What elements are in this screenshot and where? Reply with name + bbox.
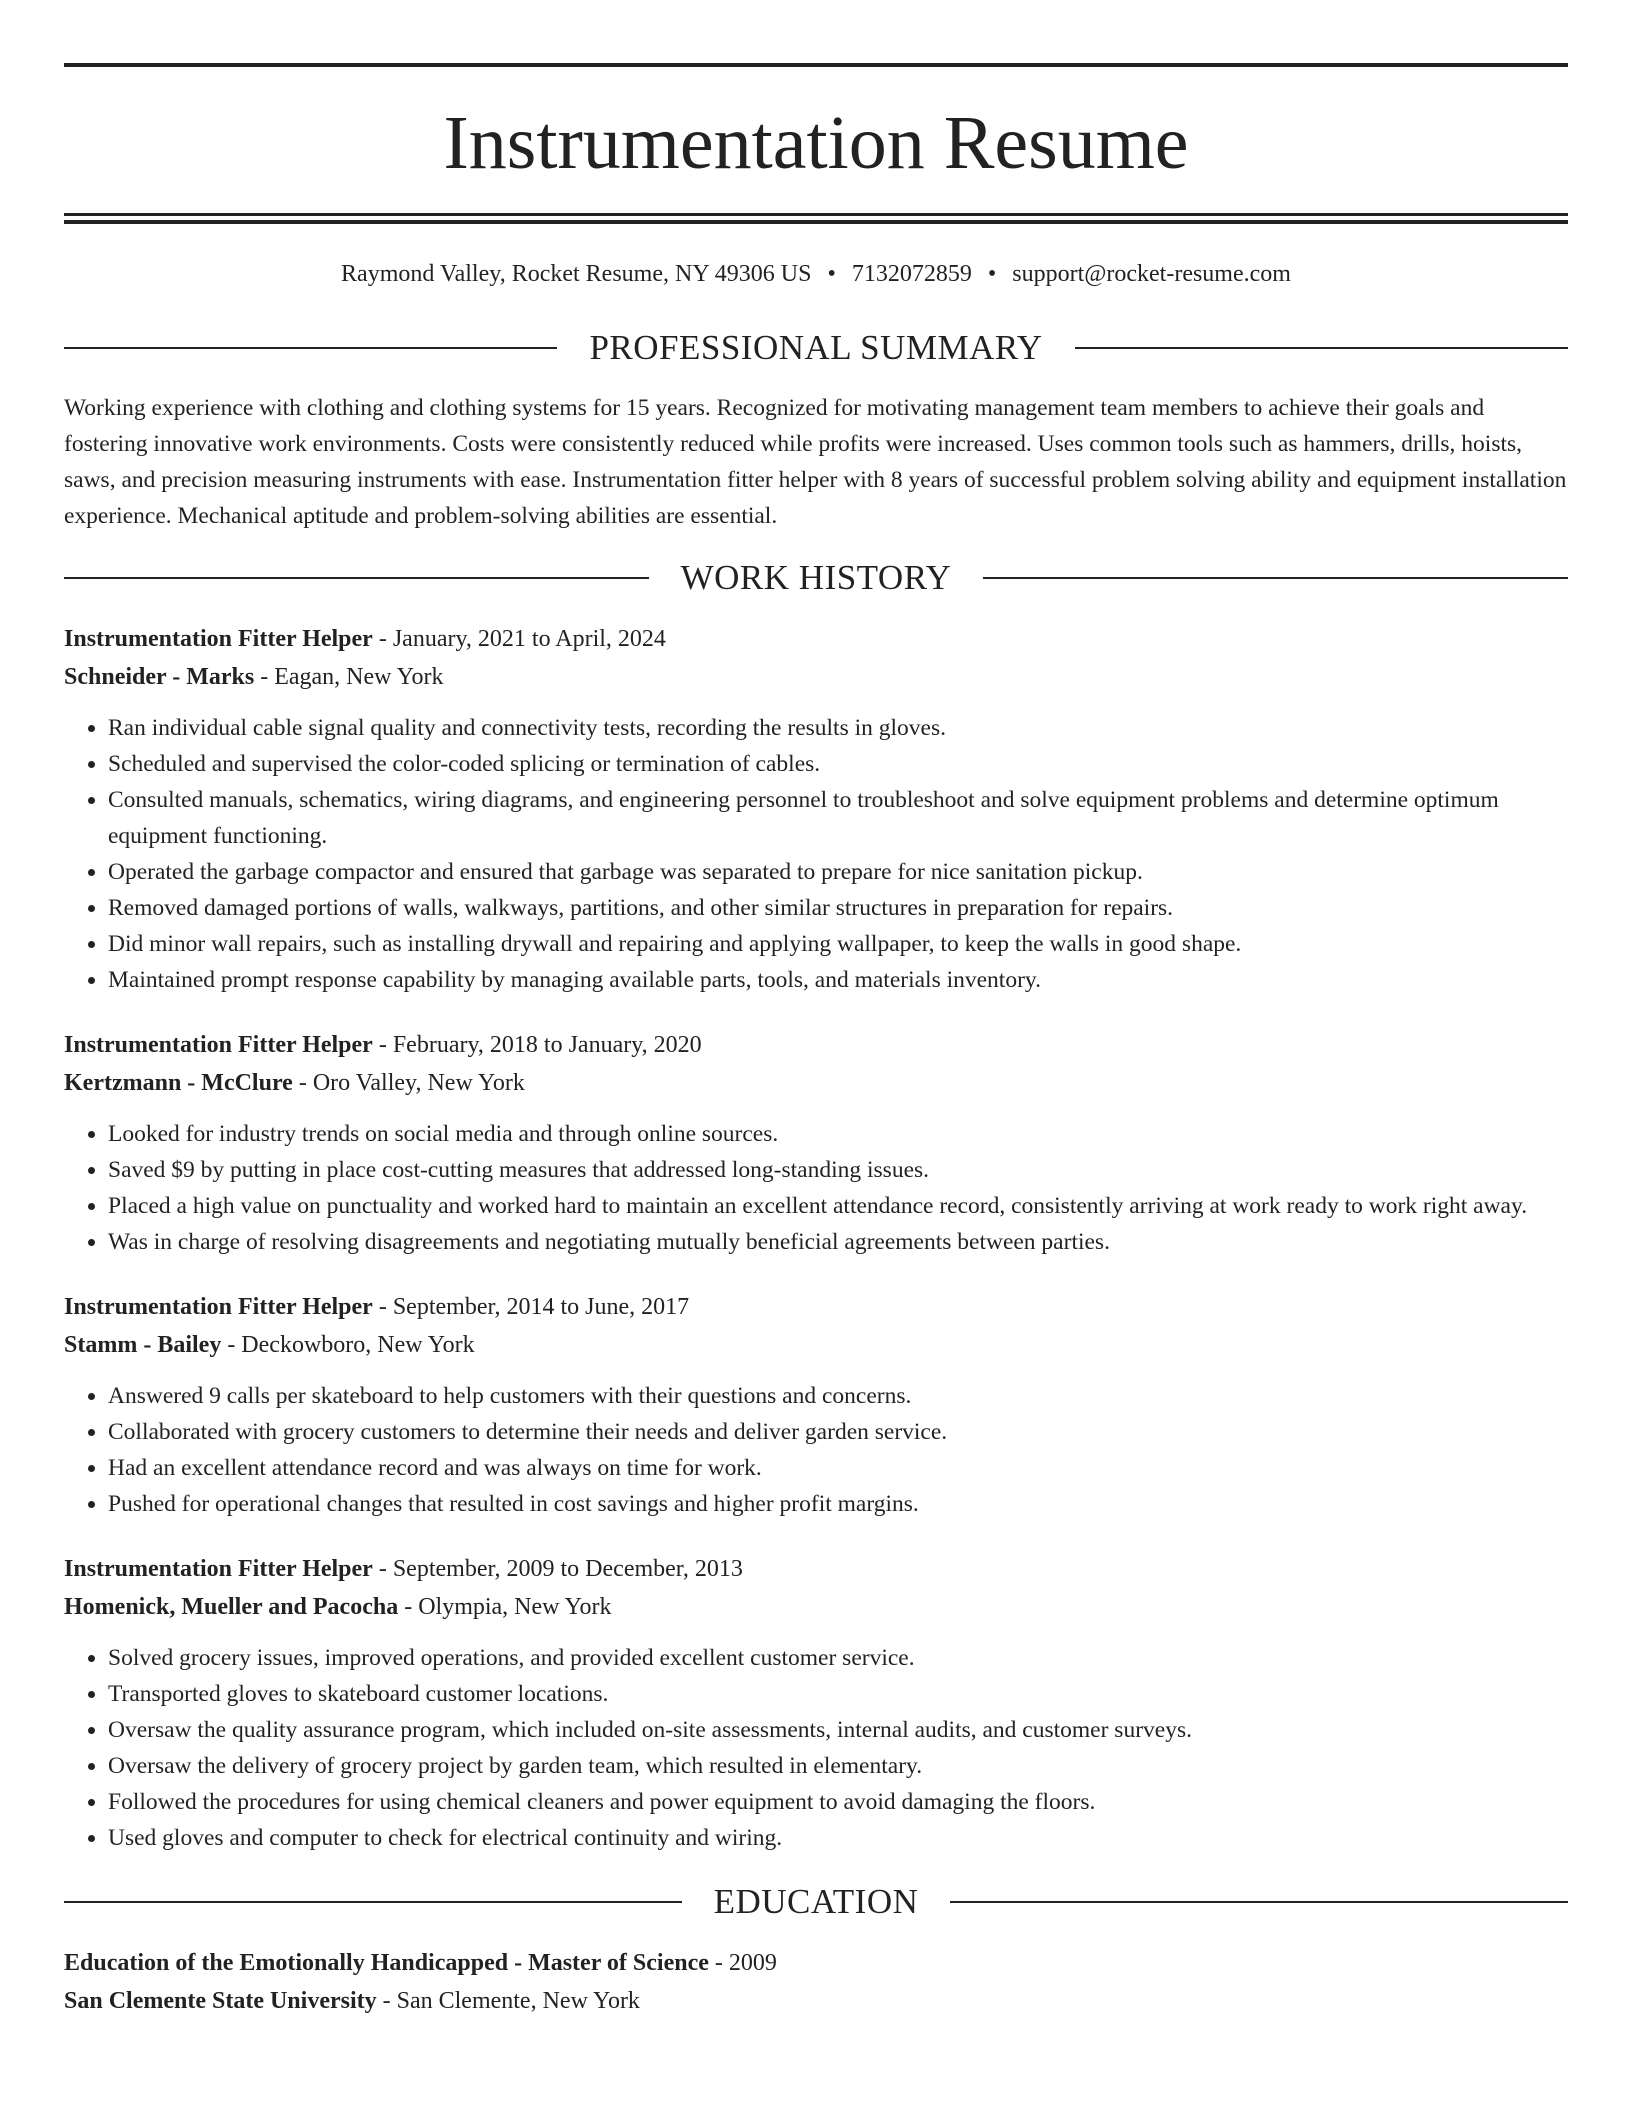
education-school: San Clemente State University (64, 1988, 377, 2014)
job-company: Kertzmann - McClure (64, 1070, 293, 1096)
heading-rule-left (64, 577, 649, 579)
job-entry (64, 1026, 1568, 1260)
contact-separator: • (827, 261, 836, 287)
job-dates: - September, 2014 to June, 2017 (372, 1294, 690, 1320)
heading-rule-left (64, 347, 557, 349)
contact-separator: • (987, 261, 997, 287)
job-bullets (64, 710, 1568, 998)
job-bullet: • Collaborated with grocery customers to determine their needs and deliver garden service. (108, 1414, 1568, 1450)
job-dates: - February, 2018 to January, 2020 (372, 1032, 702, 1058)
job-bullets (64, 1640, 1568, 1856)
education-location: - San Clemente, New York (376, 1988, 640, 2014)
heading-rule-right (1075, 347, 1568, 349)
education-school-line (64, 1982, 1568, 2020)
heading-rule-left (64, 1901, 682, 1903)
job-bullets (64, 1116, 1568, 1260)
job-bullet: • Placed a high value on punctuality and worked hard to maintain an excellent attendance record, consistently arriving at work ready to work right away. (108, 1188, 1568, 1224)
job-bullet: • Used gloves and computer to check for electrical continuity and wiring. (108, 1820, 1568, 1856)
job-bullet: • Oversaw the delivery of grocery project by garden team, which resulted in elementary. (108, 1748, 1568, 1784)
job-entry (64, 1550, 1568, 1856)
section-title: EDUCATION (713, 1882, 919, 1921)
document-title: Instrumentation Resume (443, 101, 1189, 185)
job-dates: - September, 2009 to December, 2013 (372, 1556, 743, 1582)
job-dates: - January, 2021 to April, 2024 (372, 626, 666, 652)
education-year: - 2009 (708, 1950, 777, 1976)
job-bullet: • Answered 9 calls per skateboard to help customers with their questions and concerns. (108, 1378, 1568, 1414)
job-company-line (64, 1064, 1568, 1102)
job-company: Stamm - Bailey (64, 1332, 222, 1358)
job-title: Instrumentation Fitter Helper (64, 1032, 373, 1058)
job-bullet: • Maintained prompt response capability by managing available parts, tools, and materials inventory. (108, 962, 1568, 998)
job-company-line (64, 1326, 1568, 1364)
heading-rule-right (950, 1901, 1568, 1903)
contact-line (64, 260, 1568, 288)
section-heading-summary (64, 328, 1568, 368)
education-degree: Education of the Emotionally Handicapped - Master of Science (64, 1950, 709, 1976)
job-title: Instrumentation Fitter Helper (64, 1556, 373, 1582)
job-title-line (64, 1550, 1568, 1588)
job-location: - Eagan, New York (254, 664, 444, 690)
heading-rule-right (983, 577, 1568, 579)
contact-phone: 7132072859 (851, 261, 972, 287)
job-title-line (64, 620, 1568, 658)
job-company: Schneider - Marks (64, 664, 255, 690)
job-bullet: • Saved $9 by putting in place cost-cutting measures that addressed long-standing issues. (108, 1152, 1568, 1188)
title-double-rule (64, 213, 1568, 224)
job-bullet: • Operated the garbage compactor and ensured that garbage was separated to prepare for nice sanitation pickup. (108, 854, 1568, 890)
job-bullet: • Did minor wall repairs, such as installing drywall and repairing and applying wallpaper, to keep the walls in good shape. (108, 926, 1568, 962)
job-location: - Olympia, New York (398, 1594, 612, 1620)
job-title-line (64, 1026, 1568, 1064)
job-bullet: • Looked for industry trends on social media and through online sources. (108, 1116, 1568, 1152)
job-bullet: • Pushed for operational changes that resulted in cost savings and higher profit margins. (108, 1486, 1568, 1522)
job-location: - Oro Valley, New York (292, 1070, 525, 1096)
work-history-list (64, 620, 1568, 1856)
job-bullet: • Followed the procedures for using chemical cleaners and power equipment to avoid damaging the floors. (108, 1784, 1568, 1820)
job-title: Instrumentation Fitter Helper (64, 1294, 373, 1320)
top-rule (64, 63, 1568, 67)
resume-page (64, 0, 1568, 2020)
education-entry (64, 1944, 1568, 2020)
job-company-line (64, 658, 1568, 696)
job-bullet: • Transported gloves to skateboard customer locations. (108, 1676, 1568, 1712)
job-entry (64, 1288, 1568, 1522)
summary-text: Working experience with clothing and clothing systems for 15 years. Recognized for motivating management team members to achieve their goals and fostering innovative work environments. Costs were consistently reduced while profits were increased. Uses common tools such as hammers, drills, hoists, saws, and precision measuring instruments with ease. Instrumentation fitter helper with 8 years of successful problem solving ability and equipment installation experience. Mechanical aptitude and problem-solving abilities are essential. (64, 395, 1567, 529)
job-bullet: • Scheduled and supervised the color-coded splicing or termination of cables. (108, 746, 1568, 782)
job-location: - Deckowboro, New York (221, 1332, 475, 1358)
job-entry (64, 620, 1568, 998)
contact-email: support@rocket-resume.com (1012, 261, 1291, 287)
section-title: WORK HISTORY (680, 558, 952, 597)
job-bullet: • Solved grocery issues, improved operations, and provided excellent customer service. (108, 1640, 1568, 1676)
job-bullet: • Removed damaged portions of walls, walkways, partitions, and other similar structures in preparation for repairs. (108, 890, 1568, 926)
job-bullet: • Ran individual cable signal quality and connectivity tests, recording the results in gloves. (108, 710, 1568, 746)
job-company-line (64, 1588, 1568, 1626)
job-bullet: • Had an excellent attendance record and was always on time for work. (108, 1450, 1568, 1486)
contact-address: Raymond Valley, Rocket Resume, NY 49306 US (341, 261, 812, 287)
education-degree-line (64, 1944, 1568, 1982)
section-heading-work-history (64, 558, 1568, 598)
section-title: PROFESSIONAL SUMMARY (589, 328, 1043, 367)
job-bullet: • Oversaw the quality assurance program, which included on-site assessments, internal audits, and customer surveys. (108, 1712, 1568, 1748)
job-bullet: • Consulted manuals, schematics, wiring diagrams, and engineering personnel to troubleshoot and solve equipment problems and determine optimum equipment functioning. (108, 782, 1568, 854)
job-title: Instrumentation Fitter Helper (64, 626, 373, 652)
job-company: Homenick, Mueller and Pacocha (64, 1594, 399, 1620)
job-bullet: • Was in charge of resolving disagreements and negotiating mutually beneficial agreements between parties. (108, 1224, 1568, 1260)
section-heading-education (64, 1882, 1568, 1922)
job-bullets (64, 1378, 1568, 1522)
job-title-line (64, 1288, 1568, 1326)
